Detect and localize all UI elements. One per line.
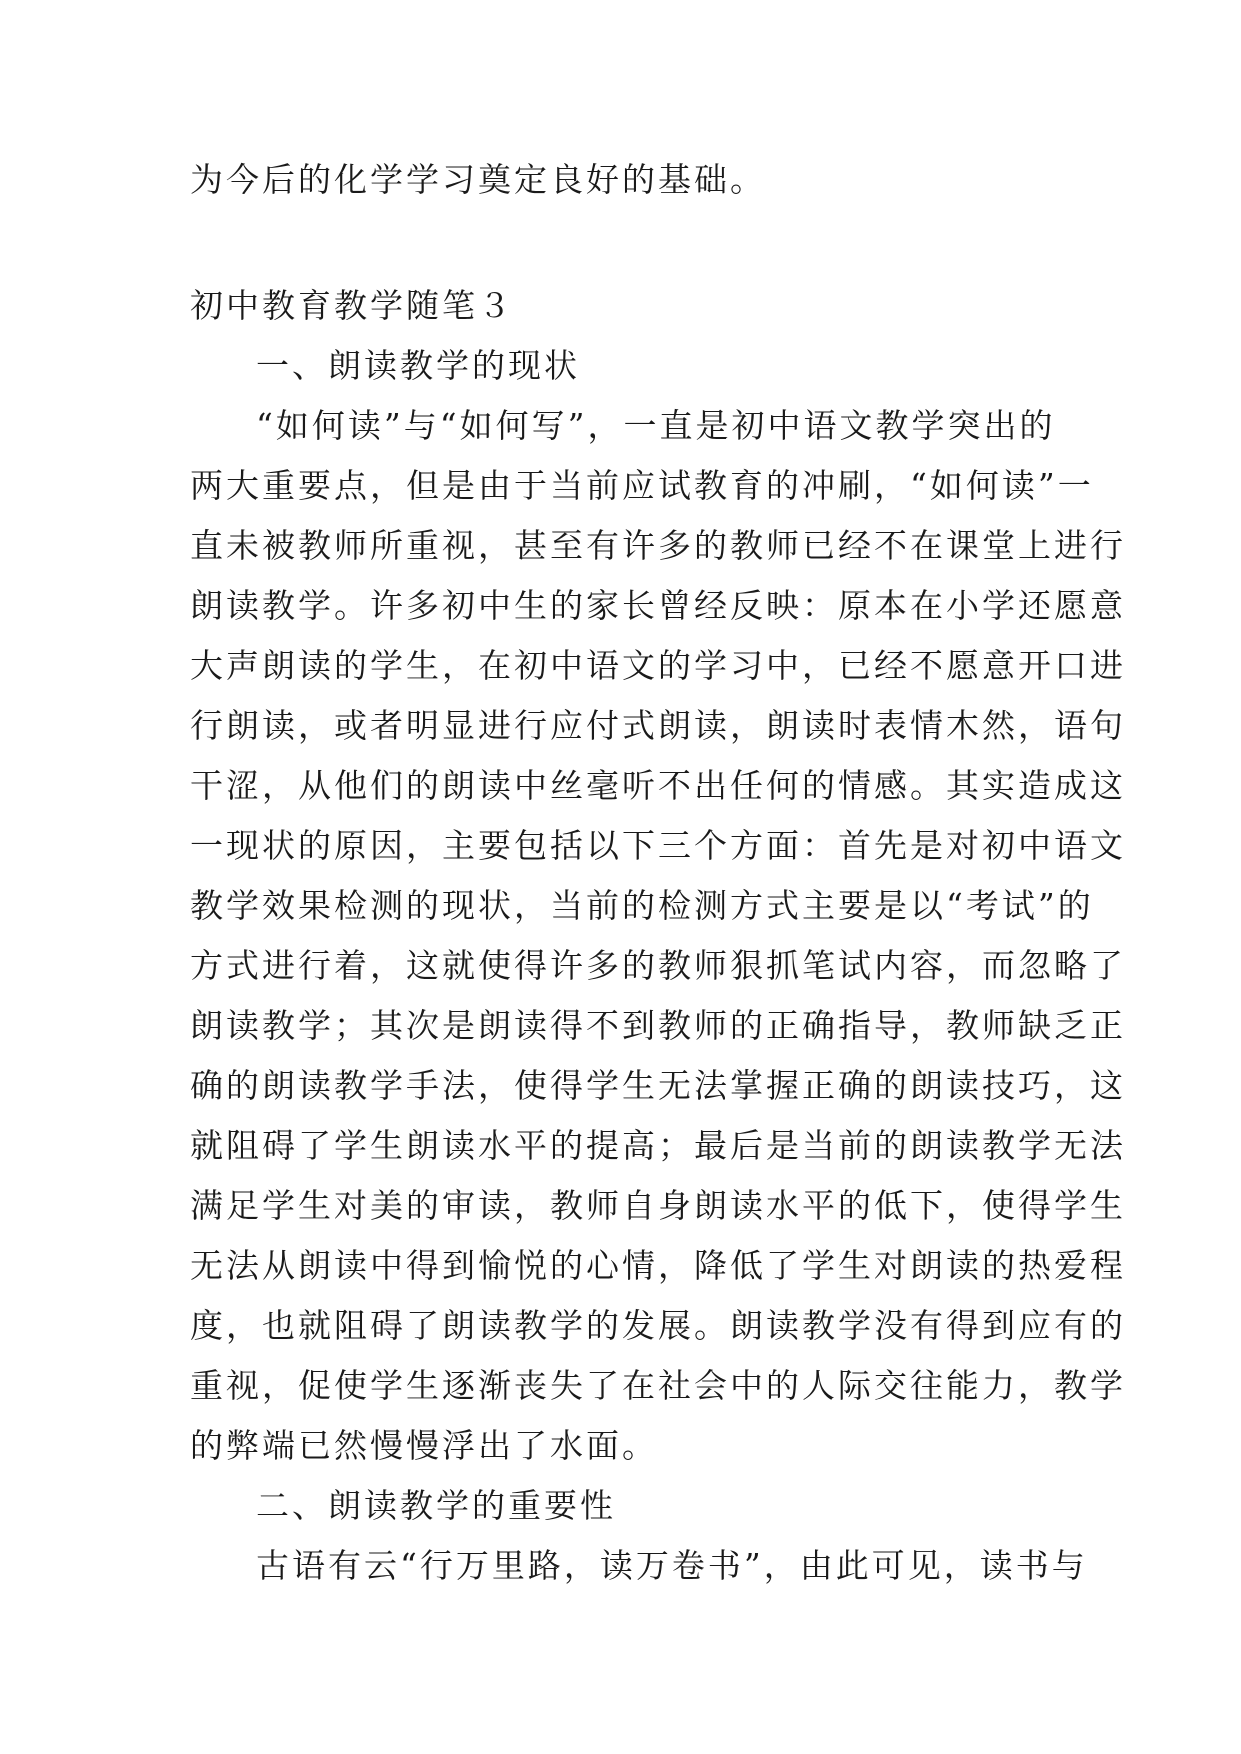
paragraph-line: 直未被教师所重视，甚至有许多的教师已经不在课堂上进行 [190,526,1126,565]
paragraph-line: 教学效果检测的现状，当前的检测方式主要是以“考试”的 [190,886,1094,925]
paragraph-line: 无法从朗读中得到愉悦的心情，降低了学生对朗读的热爱程 [190,1246,1126,1285]
paragraph-line: 大声朗读的学生，在初中语文的学习中，已经不愿意开口进 [190,646,1126,685]
paragraph-line: 满足学生对美的审读，教师自身朗读水平的低下，使得学生 [190,1186,1126,1225]
paragraph-line: 就阻碍了学生朗读水平的提高；最后是当前的朗读教学无法 [190,1126,1126,1165]
paragraph-line: “如何读”与“如何写”，一直是初中语文教学突出的 [256,406,1056,445]
paragraph-line: 方式进行着，这就使得许多的教师狠抓笔试内容，而忽略了 [190,946,1126,985]
article-body [190,276,1126,1596]
paragraph-line: 干涩，从他们的朗读中丝毫听不出任何的情感。其实造成这 [190,766,1126,805]
article-title: 初中教育教学随笔３ [190,286,514,325]
paragraph-line: 一现状的原因，主要包括以下三个方面：首先是对初中语文 [190,826,1126,865]
paragraph-line: 度，也就阻碍了朗读教学的发展。朗读教学没有得到应有的 [190,1306,1126,1345]
paragraph-line: 古语有云“行万里路，读万卷书”，由此可见，读书与 [256,1546,1088,1585]
paragraph-line: 行朗读，或者明显进行应付式朗读，朗读时表情木然，语句 [190,706,1126,745]
paragraph-line: 的弊端已然慢慢浮出了水面。 [190,1426,658,1465]
lead-line: 为今后的化学学习奠定良好的基础。 [190,160,766,199]
paragraph-line: 朗读教学；其次是朗读得不到教师的正确指导，教师缺乏正 [190,1006,1126,1045]
paragraph-line: 两大重要点，但是由于当前应试教育的冲刷，“如何读”一 [190,466,1094,505]
section2-heading: 二、朗读教学的重要性 [256,1486,616,1525]
paragraph-line: 朗读教学。许多初中生的家长曾经反映：原本在小学还愿意 [190,586,1126,625]
lead-paragraph [190,150,1050,210]
paragraph-line: 重视，促使学生逐渐丧失了在社会中的人际交往能力，教学 [190,1366,1126,1405]
paragraph-line: 确的朗读教学手法，使得学生无法掌握正确的朗读技巧，这 [190,1066,1126,1105]
section1-heading: 一、朗读教学的现状 [256,346,580,385]
